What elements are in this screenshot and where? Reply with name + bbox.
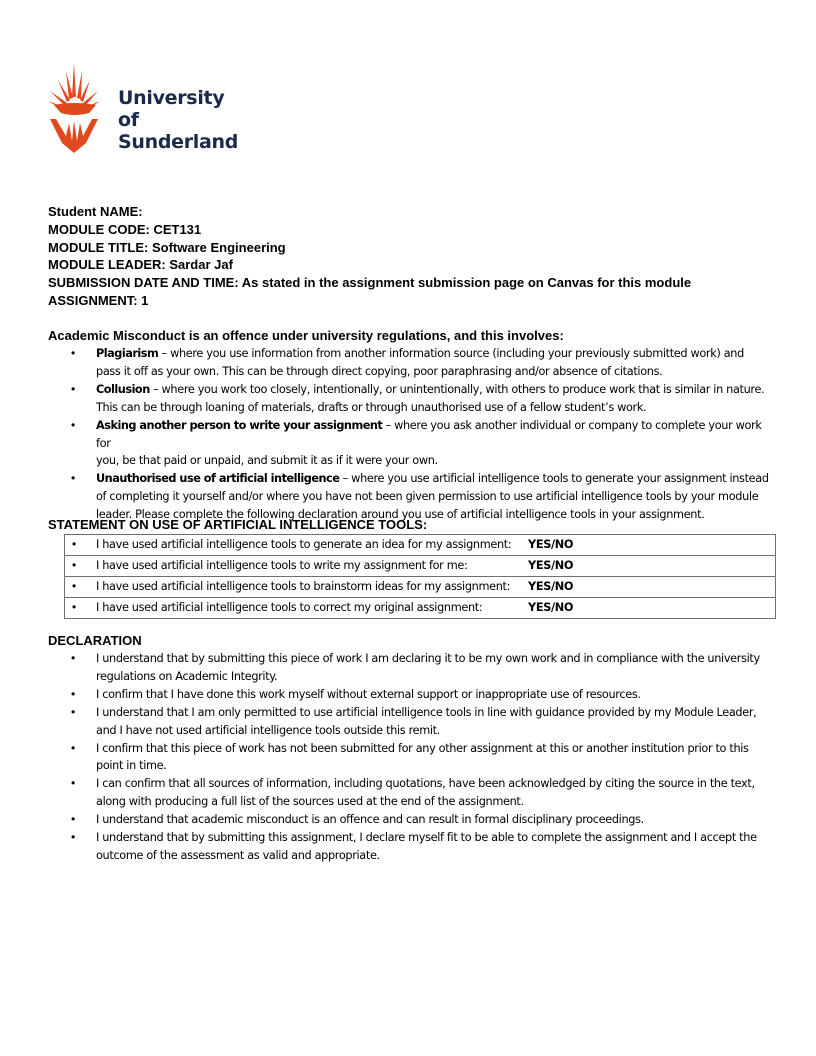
- ai-question: I have used artificial intelligence tools to generate an idea for my assignment:: [96, 538, 512, 551]
- module-leader: MODULE LEADER: Sardar Jaf: [48, 257, 233, 273]
- misconduct-term: Unauthorised use of artificial intelligence: [96, 472, 340, 486]
- ai-statement-heading: STATEMENT ON USE OF ARTIFICIAL INTELLIGENCE TOOLS:: [48, 517, 428, 532]
- ai-question: I have used artificial intelligence tools to brainstorm ideas for my assignment:: [96, 580, 511, 593]
- assignment-number: ASSIGNMENT: 1: [48, 292, 149, 308]
- item-text: outcome of the assessment as valid and appropriate.: [96, 848, 380, 862]
- list-item: [64, 811, 779, 829]
- table-row: [65, 535, 776, 556]
- ai-question: I have used artificial intelligence tools to write my assignment for me:: [96, 559, 468, 572]
- ai-answer[interactable]: YES/NO: [528, 559, 574, 572]
- list-item: [64, 345, 779, 381]
- item-text: leader. Please complete the following declaration around you use of artificial intelligence tools in your assignment.: [96, 508, 705, 522]
- module-title: MODULE TITLE: Software Engineering: [48, 239, 286, 255]
- declaration-list: [64, 650, 779, 865]
- bullet: •: [72, 600, 76, 614]
- item-text: I can confirm that all sources of information, including quotations, have been acknowledged by citing the source in the text,: [96, 777, 755, 791]
- list-item: [64, 381, 779, 417]
- item-text: regulations on Academic Integrity.: [96, 669, 278, 683]
- ai-answer[interactable]: YES/NO: [528, 538, 574, 551]
- ai-answer[interactable]: YES/NO: [528, 580, 574, 593]
- module-details: [48, 203, 788, 310]
- university-name: [118, 87, 246, 153]
- table-row: [65, 577, 776, 598]
- item-text: you, be that paid or unpaid, and submit it as if it were your own.: [96, 454, 438, 468]
- logo-line-1: University of: [118, 87, 225, 131]
- list-item: [64, 829, 779, 865]
- list-item: [64, 686, 779, 704]
- item-text: and I have not used artificial intelligence tools outside this remit.: [96, 723, 440, 737]
- item-text: point in time.: [96, 759, 167, 773]
- list-item: [64, 417, 779, 471]
- list-item: [64, 704, 779, 740]
- logo-line-2: Sunderland: [118, 131, 239, 153]
- ai-statement-table: [64, 534, 776, 619]
- table-row: [65, 598, 776, 619]
- item-text: – where you use artificial intelligence tools to generate your assignment instead: [339, 472, 769, 486]
- module-code: MODULE CODE: CET131: [48, 221, 202, 237]
- bullet: •: [72, 537, 76, 551]
- university-logo: [46, 63, 246, 155]
- item-text: – where you use information from another information source (including your previously submitted work) and: [158, 347, 744, 360]
- item-text: along with producing a full list of the sources used at the end of the assignment.: [96, 795, 524, 809]
- misconduct-heading: Academic Misconduct is an offence under university regulations, and this involves:: [48, 328, 564, 343]
- list-item: [64, 740, 779, 776]
- university-crest-icon: [46, 63, 106, 155]
- item-text: – where you work too closely, intentionally, or unintentionally, with others to produce work that is similar in nature.: [149, 382, 765, 396]
- item-text: I understand that I am only permitted to use artificial intelligence tools in line with guidance provided by my Module Leader,: [96, 705, 757, 719]
- list-item: [64, 650, 779, 686]
- misconduct-list: [64, 345, 779, 524]
- misconduct-term: Plagiarism: [96, 347, 159, 360]
- item-text: I understand that by submitting this assignment, I declare myself fit to be able to complete the assignment and I accept the: [96, 831, 757, 845]
- item-text: pass it off as your own. This can be through direct copying, poor paraphrasing and/or absence of citations.: [96, 364, 663, 378]
- ai-question: I have used artificial intelligence tools to correct my original assignment:: [96, 601, 483, 614]
- submission-date: SUBMISSION DATE AND TIME: As stated in the assignment submission page on Canvas for this module: [48, 275, 692, 291]
- bullet: •: [72, 558, 76, 572]
- bullet: •: [72, 579, 76, 593]
- item-text: I understand that academic misconduct is an offence and can result in formal disciplinary proceedings.: [96, 813, 644, 827]
- declaration-heading: DECLARATION: [48, 633, 142, 648]
- item-text: – where you ask another individual or company to complete your work for: [96, 418, 762, 450]
- table-row: [65, 556, 776, 577]
- student-name: Student NAME:: [48, 204, 143, 219]
- item-text: I confirm that this piece of work has not been submitted for any other assignment at this or another institution prior to this: [96, 741, 749, 755]
- misconduct-term: Asking another person to write your assignment: [96, 418, 383, 432]
- item-text: of completing it yourself and/or where you have not been given permission to use artificial intelligence tools by your module: [96, 490, 759, 504]
- item-text: I confirm that I have done this work myself without external support or inappropriate use of resources.: [96, 687, 641, 701]
- item-text: This can be through loaning of materials, drafts or through unauthorised use of a fellow student’s work.: [96, 400, 647, 414]
- misconduct-term: Collusion: [96, 382, 150, 396]
- ai-answer[interactable]: YES/NO: [528, 601, 574, 614]
- list-item: [64, 775, 779, 811]
- item-text: I understand that by submitting this piece of work I am declaring it to be my own work and in compliance with the university: [96, 652, 760, 665]
